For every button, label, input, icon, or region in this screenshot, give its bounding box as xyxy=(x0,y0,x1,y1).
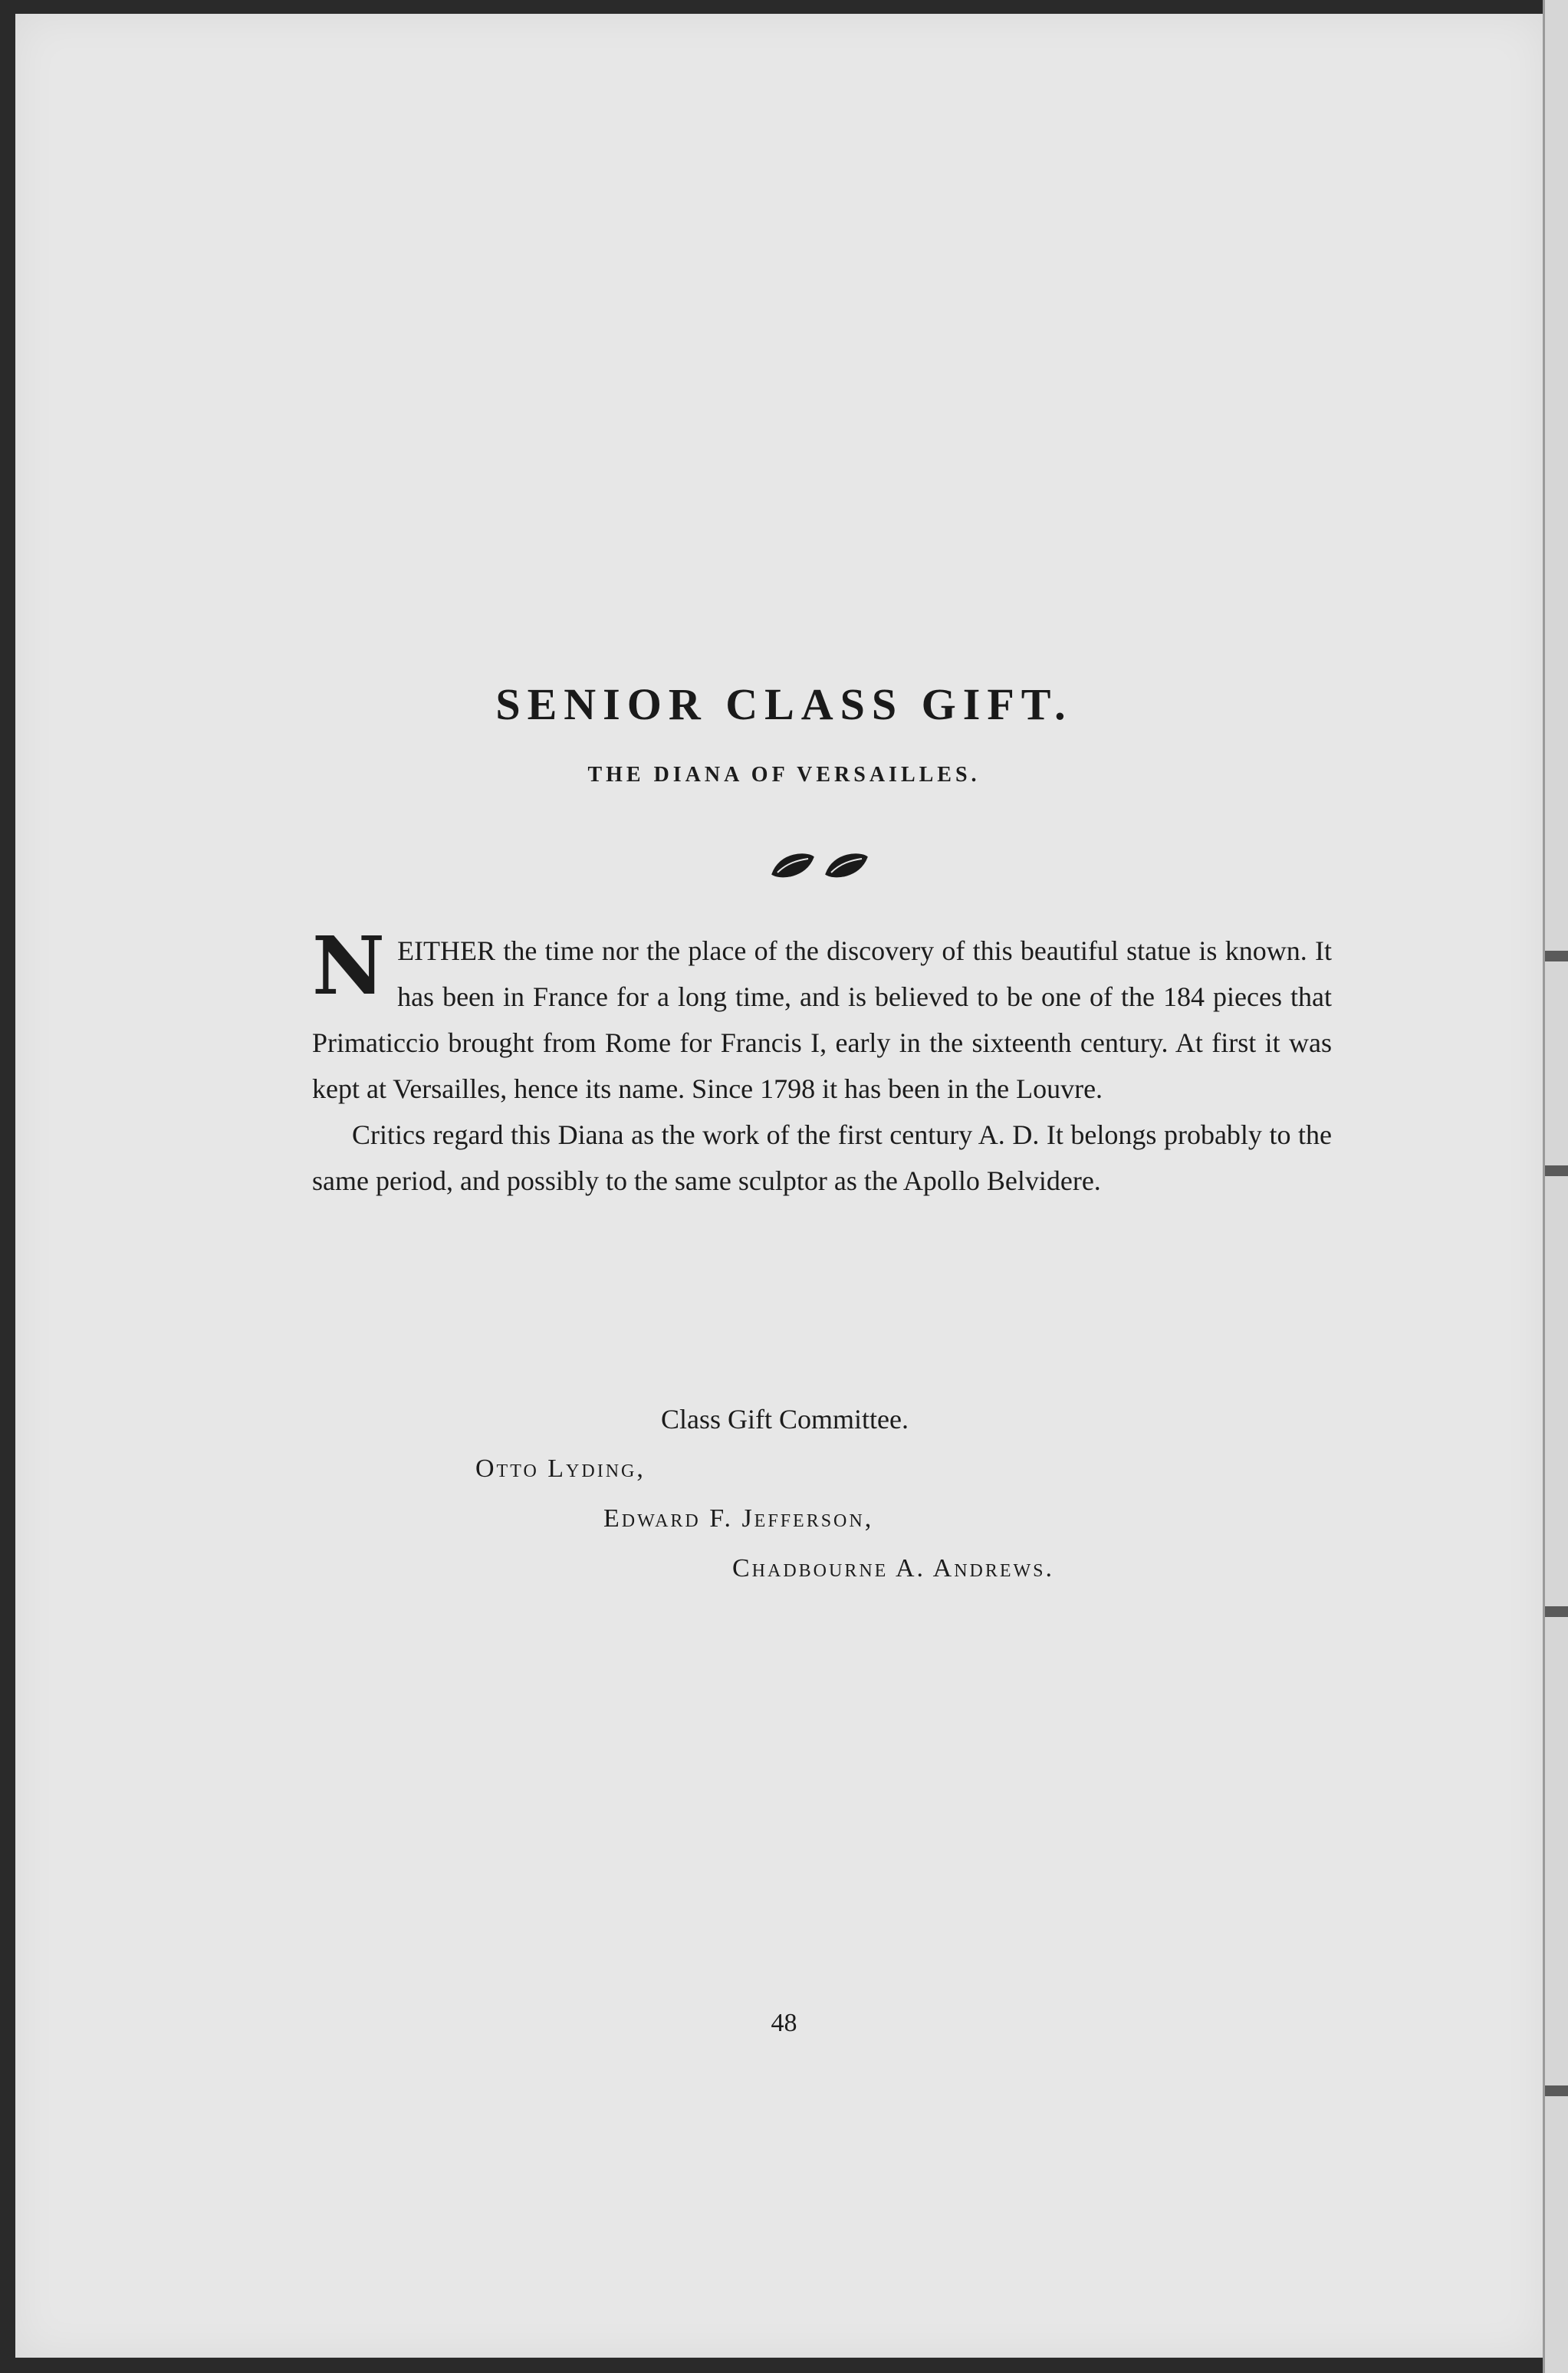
paragraph-1-text: EITHER the time nor the place of the discovery of this beautiful statue is known. It has been in France for a long time, and is believed to be one of the 184 pieces that Primaticcio brought from Rome for Francis I, early in the sixteenth century. At first it was kept at Versailles, hence its name. Since 1798 it has been in the Louvre. xyxy=(312,935,1332,1104)
page-title: SENIOR CLASS GIFT. xyxy=(495,679,1073,729)
page-subtitle: THE DIANA OF VERSAILLES. xyxy=(587,763,981,787)
page-tab-marker xyxy=(1545,951,1568,961)
page-tab-marker xyxy=(1545,2085,1568,2096)
page-number: 48 xyxy=(771,2009,797,2037)
drop-cap: N xyxy=(312,919,386,1013)
committee-member: Edward F. Jefferson, xyxy=(603,1504,874,1533)
page-tab-marker xyxy=(1545,1165,1568,1176)
page-tab-marker xyxy=(1545,1606,1568,1617)
committee-member: Otto Lyding, xyxy=(475,1454,646,1483)
committee-member: Chadbourne A. Andrews. xyxy=(732,1554,1055,1583)
committee-heading: Class Gift Committee. xyxy=(661,1404,909,1435)
paragraph-2: Critics regard this Diana as the work of the first century A. D. It belongs probably to the same period, and possibly to the same sculptor as the Apollo Belvidere. xyxy=(312,1119,1332,1196)
article-body xyxy=(312,919,1332,1204)
double-leaf-ornament-icon xyxy=(767,850,874,880)
paragraph-1 xyxy=(312,919,1332,1112)
